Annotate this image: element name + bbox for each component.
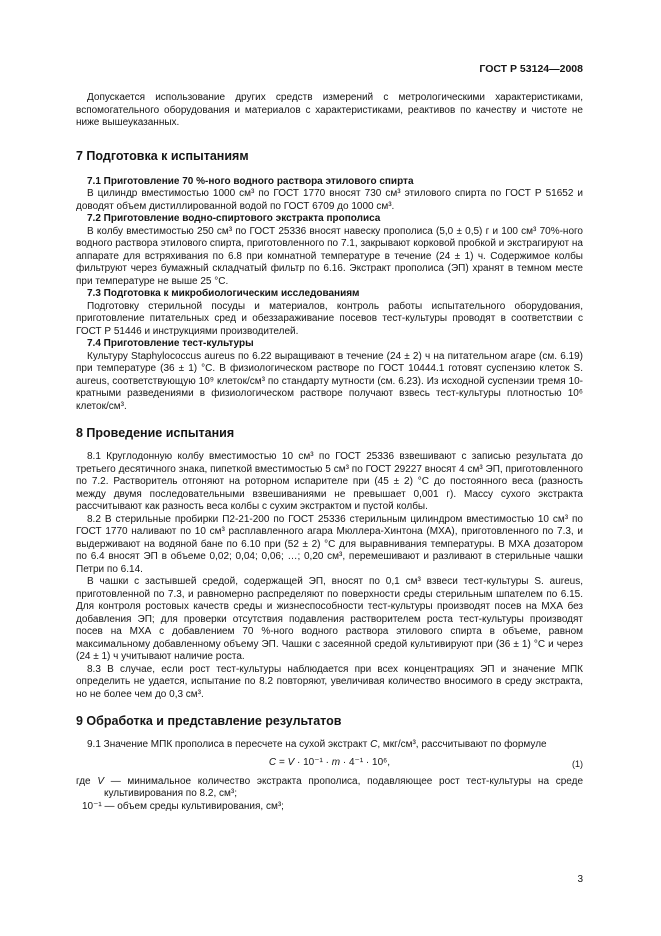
subsection-7-3-text: Подготовку стерильной посуды и материалов, контроль работы испытательного оборудования, приготовление питательных сред и обеззараживание посевов тест-культуры проводят в соответствии с ГОСТ Р 51446 и инструкциями производителей.: [76, 300, 583, 337]
subsection-7-4-title: 7.4 Приготовление тест-культуры: [87, 338, 254, 349]
formula-part-2: · 4⁻¹ · 10⁶,: [342, 756, 391, 768]
formula-expression: [269, 757, 390, 768]
paragraph-8-1: 8.1 Круглодонную колбу вместимостью 10 см³ по ГОСТ 25336 взвешивают с записью результата до третьего десятичного знака, пипеткой вместимостью 5 см³ по ГОСТ 29227 вносят 4 см³ ЭП, приготовленного по 7.2. Растворитель отгоняют на роторном испарителе при (45 ± 2) °С до постоянного веса (разность между двумя последовательными взвешиваниями не превышает 0,001 г). Массу сухого экстракта рассчитывают как разность веса колбы с сухим экстрактом и пустой колбы.: [76, 451, 583, 512]
where-text-volume: — объем среды культивирования, см³;: [104, 800, 284, 812]
formula-lhs: C: [268, 756, 277, 768]
paragraph-9-1-lead: 9.1 Значение МПК прополиса в пересчете на сухой экстракт: [87, 739, 368, 750]
intro-paragraph: Допускается использование других средств измерений с метрологическими характеристиками, вспомогательного оборудования и материалов с характеристиками, реактивов по качеству и чистоте не ниже вышеуказанных.: [76, 92, 583, 128]
document-code-header: ГОСТ Р 53124—2008: [479, 63, 583, 75]
paragraph-8-2: 8.2 В стерильные пробирки П2-21-200 по ГОСТ 25336 стерильным цилиндром вместимостью 10 см³ по ГОСТ 1770 наливают по 10 см³ расплавленного агара Мюллера-Хинтона (МХА), приготовленного по 7.3, и выдерживают на водяной бане по 6.10 при (52 ± 2) °С для выравнивания температуры. В МХА дозатором по 6.4 вносят ЭП в объеме 0,02; 0,04; 0,06; …; 0,20 см³, перемешивают и разливают в стерильные чашки Петри по 6.14.: [76, 513, 583, 575]
where-item-volume: [76, 801, 583, 814]
subsection-7-1-title: 7.1 Приготовление 70 %-ного водного раствора этилового спирта: [87, 175, 414, 187]
page-content: [76, 92, 583, 813]
paragraph-9-1-tail: , мкг/см³, рассчитывают по формуле: [377, 739, 547, 750]
paragraph-9-1: [76, 739, 583, 752]
section-8-title: 8 Проведение испытания: [76, 426, 235, 440]
where-symbol-v: V: [97, 775, 104, 787]
paragraph-8-2-continued: В чашки с застывшей средой, содержащей ЭП, вносят по 0,1 см³ взвеси тест-культуры S. aureus, приготовленной по 7.3, и равномерно распределяют по поверхности среды стерильным шпателем по 6.15. Для контроля ростовых качеств среды и жизнеспособности тест-культуры производят посев на МХА без добавления ЭП; для проверки отсутствия подавления растворителем роста тест-культуры производят посев на МХА с добавлением 70 %-ного водного раствора этилового спирта в объеме, равном максимальному добавленному объему ЭП. Чашки с засеянной средой культивируют при (36 ± 1) °С и через (24 ± 1) ч учитывают наличие роста.: [76, 576, 583, 662]
where-item-v: [76, 776, 583, 801]
section-9-title: 9 Обработка и представление результатов: [76, 714, 342, 728]
where-symbol-volume: 10⁻¹: [82, 800, 102, 812]
page-number: 3: [577, 874, 583, 885]
where-text-v: — минимальное количество экстракта прополиса, подавляющее рост тест-культуры на среде культивирования по 8.2, см³;: [104, 775, 583, 799]
section-7-title: 7 Подготовка к испытаниям: [76, 148, 249, 163]
formula-number: (1): [572, 758, 583, 769]
formula-equals: =: [278, 756, 285, 768]
subsection-7-2-text: В колбу вместимостью 250 см³ по ГОСТ 25336 вносят навеску прополиса (5,0 ± 0,5) г и 100 см³ 70%-ного водного раствора этилового спирта, приготовленного по 7.1, закрывают корковой пробкой и экстрагируют на аппарате для встряхивания по 6.8 при комнатной температуре в течение (24 ± 1) ч. Содержимое колбы фильтруют через бумажный складчатый фильтр по 6.16. Экстракт прополиса (ЭП) хранят в темном месте при температуре не выше 25 °С.: [76, 225, 583, 287]
subsection-7-3-title: 7.3 Подготовка к микробиологическим исследованиям: [87, 288, 360, 299]
where-prefix: где: [76, 775, 91, 787]
subsection-7-4-text: Культуру Staphylococcus aureus по 6.22 выращивают в течение (24 ± 2) ч на питательном агаре (см. 6.19) при температуре (36 ± 1) °С. В физиологическом растворе по ГОСТ 10444.1 готовят суспензию клеток S. aureus, соответствующую 10⁹ клеток/см³ по стандарту мутности (см. 6.23). Из исходной суспензии тремя 10-кратными разведениями в физиологическом растворе получают взвесь тест-культуры плотностью 10⁶ клеток/см³.: [76, 350, 583, 412]
paragraph-8-3: 8.3 В случае, если рост тест-культуры наблюдается при всех концентрациях ЭП и значение МПК определить не удается, испытание по 8.2 повторяют, увеличивая количество вносимого в среду экстракта, но не более чем до 0,3 см³.: [76, 663, 583, 700]
formula-v: V: [287, 756, 295, 768]
formula-m: m: [331, 756, 341, 768]
subsection-7-1-text: В цилиндр вместимостью 1000 см³ по ГОСТ 1770 вносят 730 см³ этилового спирта по ГОСТ Р 51652 и доводят объем дистиллированной водой по ГОСТ 6709 до 1000 см³.: [76, 188, 583, 212]
subsection-7-2-title: 7.2 Приготовление водно-спиртового экстракта прополиса: [87, 213, 381, 224]
formula-part-1: · 10⁻¹ ·: [297, 756, 329, 768]
paragraph-9-1-variable: C: [370, 739, 378, 750]
formula-1: [76, 755, 583, 771]
